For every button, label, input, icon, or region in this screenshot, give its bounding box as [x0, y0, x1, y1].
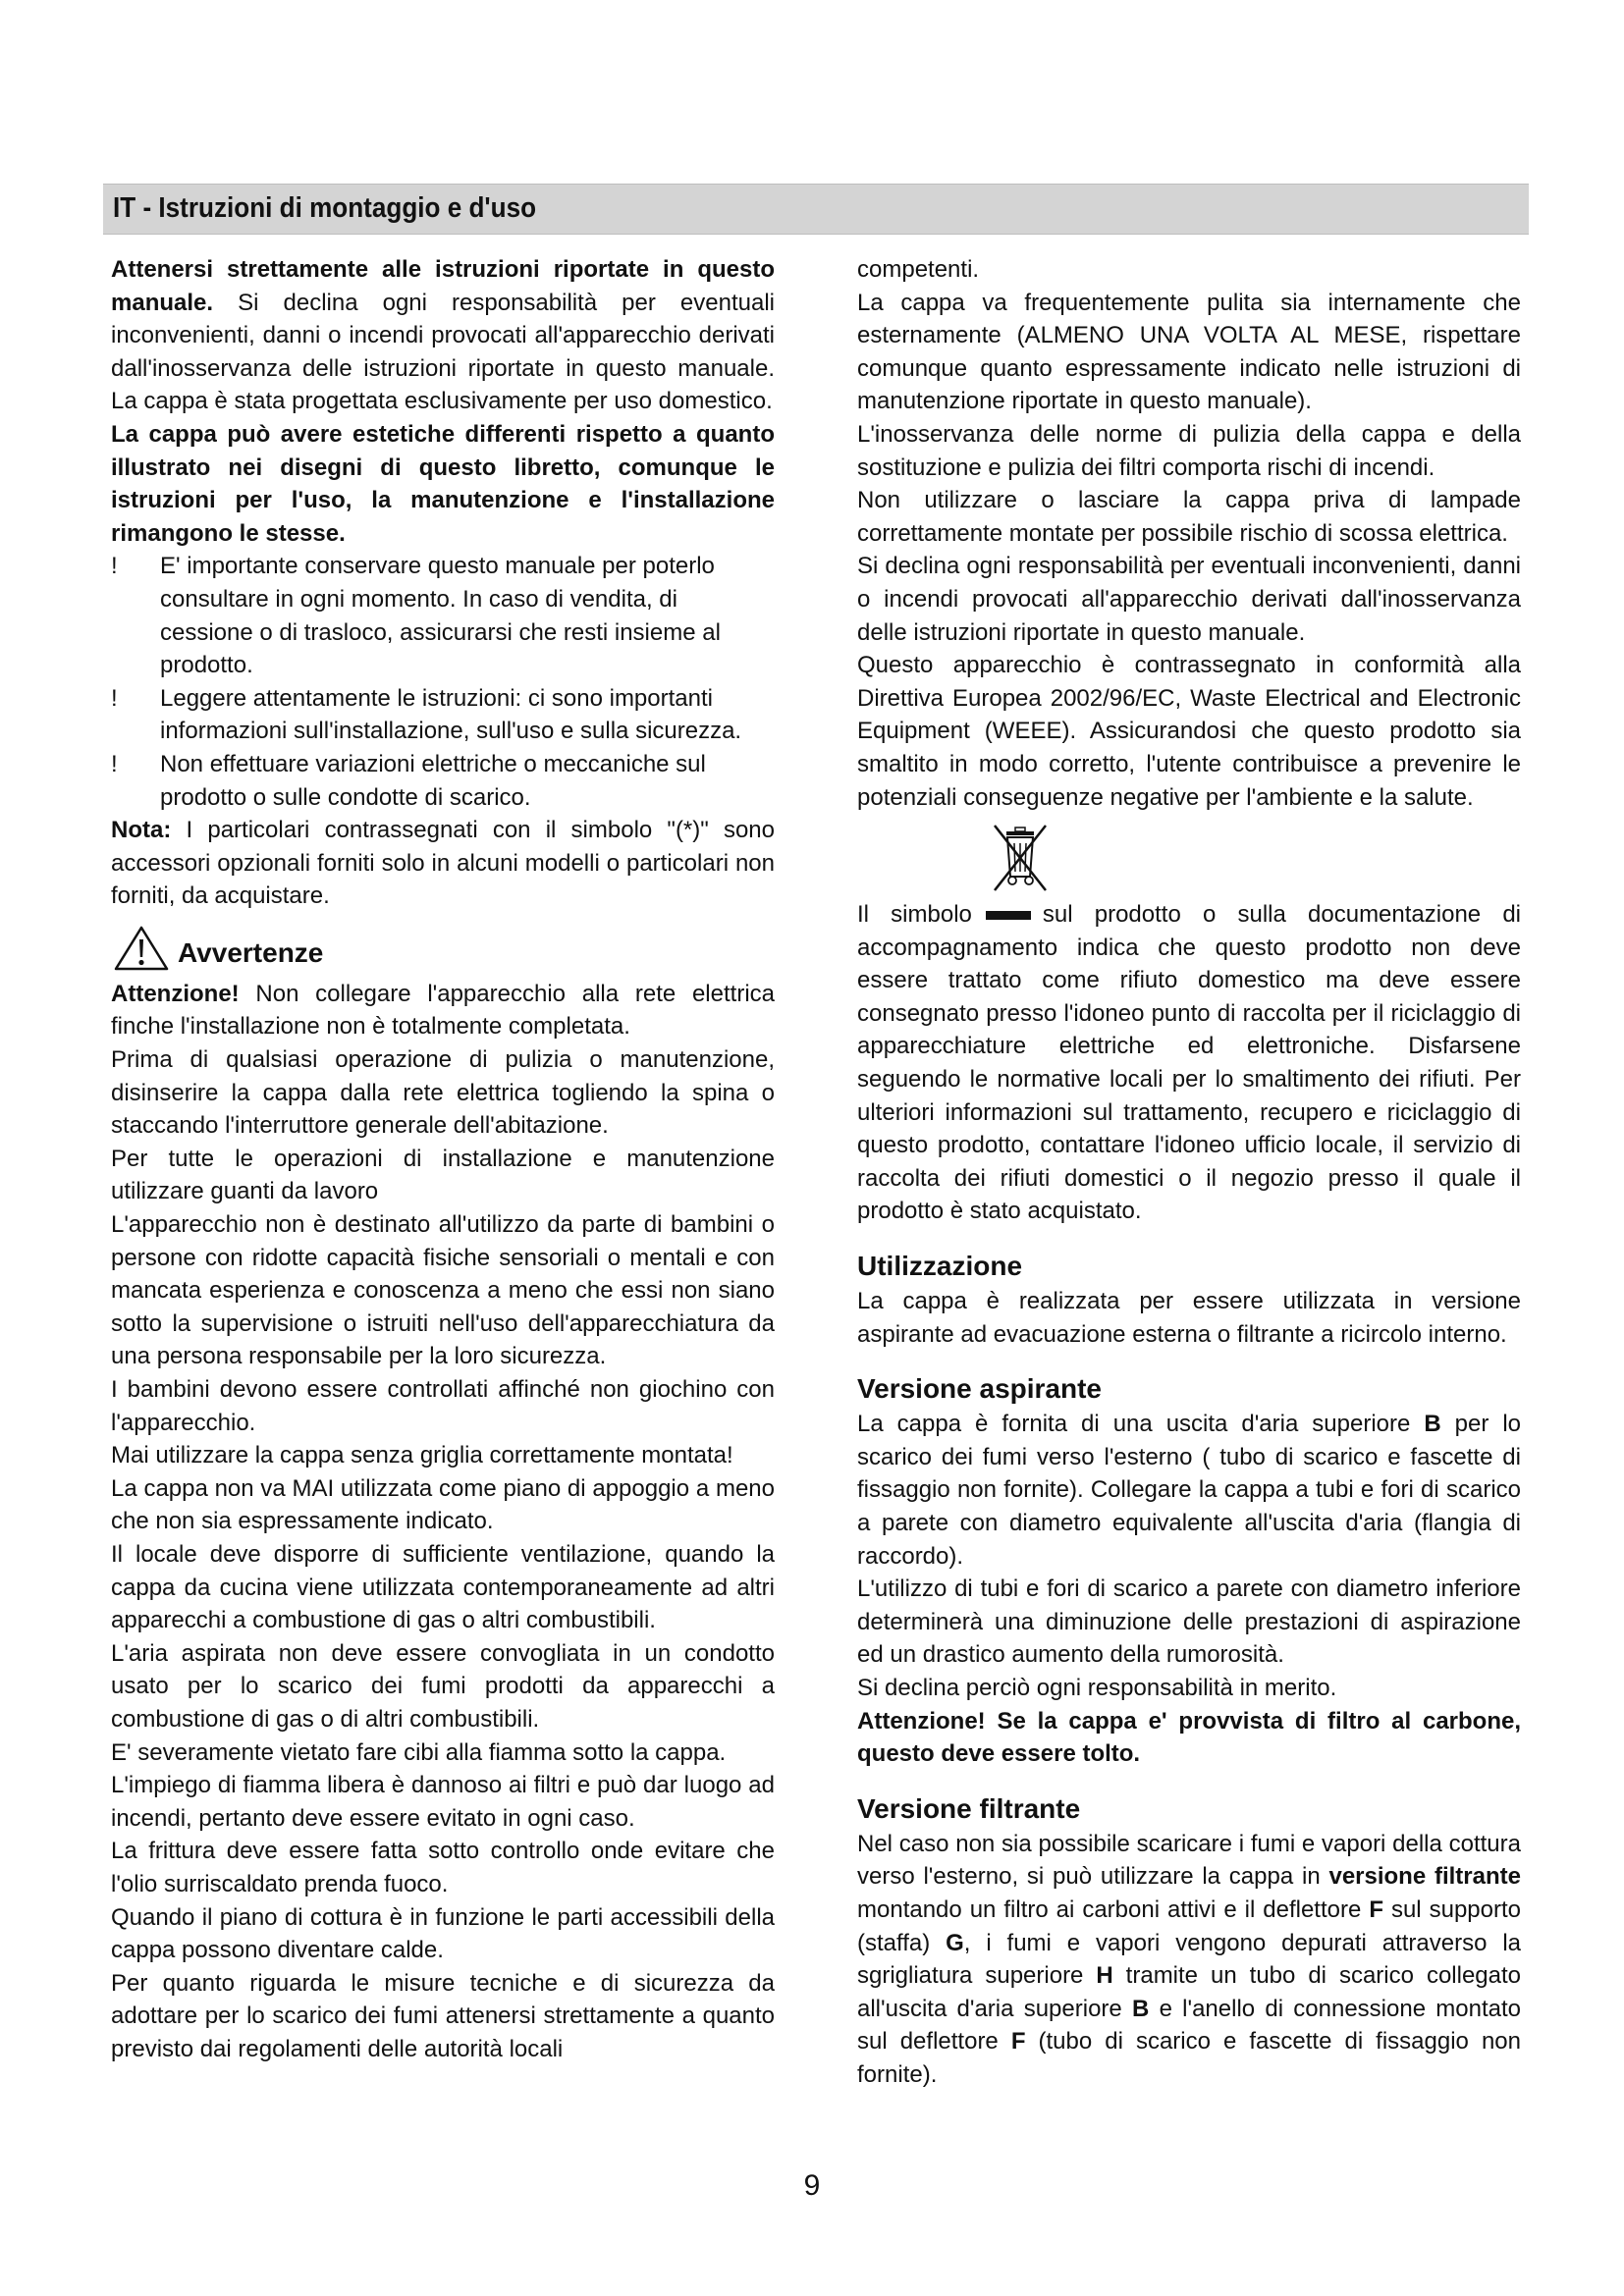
bullet-mark: ! — [111, 684, 118, 712]
right-column — [857, 253, 1521, 2092]
warning-paragraph: I bambini devono essere controllati affinché non giochino con l'apparecchio. — [111, 1376, 775, 1436]
aspirante-text: La cappa è fornita di una uscita d'aria superiore — [857, 1411, 1425, 1438]
warning-paragraph: L'apparecchio non è destinato all'utilizzo da parte di bambini o persone con ridotte capacità fisiche sensoriali o mentali e con mancata esperienza e conoscenza a meno che essi non siano sotto la supervisione o istruiti nell'uso dell'apparecchiatura da una persona responsabile per la loro sicurezza. — [111, 1211, 775, 1370]
aesthetic-note: La cappa può avere estetiche differenti rispetto a quanto illustrato nei disegni di questo libretto, comunque le istruzioni per l'uso, la manutenzione e l'installazione rimangono le stesse. — [111, 420, 775, 547]
info-paragraph: Si declina ogni responsabilità per eventuali inconvenienti, danni o incendi provocati all'apparecchio derivati dall'inosservanza delle istruzioni riportate in questo manuale. — [857, 553, 1521, 646]
warning-paragraph: La frittura deve essere fatta sotto controllo onde evitare che l'olio surriscaldato prenda fuoco. — [111, 1838, 775, 1897]
left-column — [111, 253, 775, 2065]
warning-heading — [111, 923, 775, 978]
warning-paragraph: Prima di qualsiasi operazione di pulizia o manutenzione, disinserire la cappa dalla rete elettrica togliendo la spina o staccando l'interruttore generale dell'abitazione. — [111, 1046, 775, 1140]
filtrante-text: Nel caso non sia possibile scaricare i fumi e vapori della cottura verso l'esterno, si può utilizzare la cappa in — [857, 1830, 1521, 1891]
nota-label: Nota: — [111, 817, 172, 844]
filtrante-text: , i fumi e vapori vengono depurati attraverso la sgrigliatura superiore — [857, 1929, 1521, 1990]
bullet-text: E' importante conservare questo manuale per poterlo consultare in ogni momento. In caso di vendita, di cessione o di trasloco, assicurarsi che resti insieme al prodotto. — [160, 553, 721, 679]
symbol-paragraph — [857, 898, 1521, 1228]
continuation-text: competenti. — [857, 256, 980, 283]
bullet-mark: ! — [111, 750, 118, 777]
part-label: F — [1010, 2028, 1026, 2056]
warning-triangle-icon — [113, 925, 170, 972]
warning-paragraph: Il locale deve disporre di sufficiente ventilazione, quando la cappa da cucina viene utilizzata contemporaneamente ad altri apparecchi a combustione di gas o altri combustibili. — [111, 1540, 775, 1634]
warning-paragraph: Per tutte le operazioni di installazione e manutenzione utilizzare guanti da lavoro — [111, 1145, 775, 1205]
aspirante-attention: Attenzione! Se la cappa e' provvista di filtro al carbone, questo deve essere tolto. — [857, 1707, 1521, 1768]
attention-label: Attenzione! — [111, 980, 240, 1007]
filtrante-bold: versione filtrante — [1328, 1863, 1521, 1891]
part-label: B — [1132, 1995, 1150, 2022]
info-paragraph: Questo apparecchio è contrassegnato in conformità alla Direttiva Europea 2002/96/EC, Waste Electrical and Electronic Equipment (WEEE). Assicurandosi che questo prodotto sia smaltito in modo corretto, l'utente contribuisce a prevenire le potenziali conseguenze negative per l'ambiente e la salute. — [857, 652, 1521, 811]
aspirante-paragraph — [857, 1408, 1521, 1573]
attention-text: Non collegare l'apparecchio alla rete elettrica finche l'installazione non è totalmente completata. — [111, 980, 775, 1041]
nota-paragraph — [111, 814, 775, 913]
part-label: B — [1424, 1411, 1441, 1438]
aspirante-paragraph: Si declina perciò ogni responsabilità in merito. — [857, 1674, 1337, 1701]
filtrante-text: montando un filtro ai carboni attivi e il deflettore — [857, 1896, 1370, 1923]
page-number: 9 — [803, 2169, 821, 2202]
utilizzazione-text: La cappa è realizzata per essere utilizzata in versione aspirante ad evacuazione esterna o filtrante a ricircolo interno. — [857, 1288, 1521, 1348]
warning-paragraph: Mai utilizzare la cappa senza griglia correttamente montata! — [111, 1442, 733, 1469]
filtrante-paragraph — [857, 1828, 1521, 2092]
part-label: G — [946, 1929, 964, 1956]
bullet-item — [111, 682, 775, 748]
filtrante-text: sul supporto (staffa) — [857, 1896, 1521, 1956]
warning-title: Avvertenze — [178, 936, 324, 968]
bullet-item — [111, 550, 775, 681]
info-paragraph: L'inosservanza delle norme di pulizia della cappa e della sostituzione e pulizia dei filtri comporta rischi di incendi. — [857, 420, 1521, 481]
intro-bold: Attenersi strettamente alle istruzioni riportate in questo manuale. — [111, 256, 775, 316]
filtrante-title: Versione filtrante — [857, 1792, 1081, 1824]
aspirante-paragraph: L'utilizzo di tubi e fori di scarico a parete con diametro inferiore determinerà una diminuzione delle prestazioni di aspirazione ed un drastico aumento della rumorosità. — [857, 1575, 1521, 1669]
section-title: IT - Istruzioni di montaggio e d'uso — [113, 192, 537, 224]
filtrante-text: e l'anello di connessione montato sul deflettore — [857, 1995, 1521, 2056]
symbol-before: Il simbolo — [857, 901, 972, 929]
aspirante-text: per lo scarico dei fumi verso l'esterno ( tubo di scarico e fascette di fissaggio non fornite). Collegare la cappa a tubi e fori di scarico a parete con diametro equivalente all'uscita d'aria (flangia di raccordo). — [857, 1411, 1522, 1570]
warning-paragraph: Per quanto riguarda le misure tecniche e di sicurezza da adottare per lo scarico dei fumi attenersi strettamente a quanto previsto dai regolamenti delle autorità locali — [111, 1969, 775, 2062]
part-label: H — [1096, 1962, 1113, 1990]
warning-paragraph: E' severamente vietato fare cibi alla fiamma sotto la cappa. — [111, 1738, 727, 1766]
filtrante-text: (tubo di scarico e fascette di fissaggio non fornite). — [857, 2028, 1521, 2088]
utilizzazione-title: Utilizzazione — [857, 1251, 1023, 1282]
warning-paragraph: L'impiego di fiamma libera è dannoso ai filtri e può dar luogo ad incendi, pertanto deve essere evitato in ogni caso. — [111, 1772, 775, 1832]
weee-symbol — [985, 822, 1521, 896]
section-header — [103, 184, 1529, 235]
attention-paragraph — [111, 978, 775, 1043]
bullet-text: Non effettuare variazioni elettriche o meccaniche sul prodotto o sulle condotte di scarico. — [160, 750, 706, 811]
warning-paragraph: L'aria aspirata non deve essere convogliata in un condotto usato per lo scarico dei fumi prodotti da apparecchi a combustione di gas o di altri combustibili. — [111, 1639, 775, 1733]
nota-text: I particolari contrassegnati con il simbolo "(*)" sono accessori opzionali forniti solo in alcuni modelli o particolari non forniti, da acquistare. — [111, 817, 775, 910]
intro-paragraph — [111, 253, 775, 418]
bullet-text: Leggere attentamente le istruzioni: ci sono importanti informazioni sull'installazione, sull'uso e sulla sicurezza. — [160, 684, 742, 745]
symbol-after: sul prodotto o sulla documentazione di accompagnamento indica che questo prodotto non deve essere trattato come rifiuto domestico ma deve essere consegnato presso l'idoneo punto di raccolta per il riciclaggio di apparecchiature elettriche ed elettroniche. Disfarsene seguendo le normative locali per lo smaltimento dei rifiuti. Per ulteriori informazioni sul trattamento, recupero e riciclaggio di questo prodotto, contattare l'idoneo ufficio locale, il servizio di raccolta dei rifiuti domestici o il negozio presso il quale il prodotto è stato acquistato. — [857, 901, 1521, 1225]
filtrante-text: tramite un tubo di scarico collegato all'uscita d'aria superiore — [857, 1962, 1522, 2022]
bullet-item — [111, 748, 775, 814]
crossed-bin-icon — [985, 822, 1056, 896]
warning-paragraph: Quando il piano di cottura è in funzione le parti accessibili della cappa possono diventare calde. — [111, 1903, 775, 1964]
info-paragraph: La cappa va frequentemente pulita sia internamente che esternamente (ALMENO UNA VOLTA AL MESE, rispettare comunque quanto espressamente indicato nelle istruzioni di manutenzione riportate in questo manuale). — [857, 289, 1521, 415]
bullet-mark: ! — [111, 553, 118, 580]
intro-text: Si declina ogni responsabilità per eventuali inconvenienti, danni o incendi provocati all'apparecchio derivati dall'inosservanza delle istruzioni riportate in questo manuale. La cappa è stata progettata esclusivamente per uso domestico. — [111, 289, 775, 415]
info-paragraph: Non utilizzare o lasciare la cappa priva di lampade correttamente montate per possibile rischio di scossa elettrica. — [857, 487, 1521, 547]
warning-paragraph: La cappa non va MAI utilizzata come piano di appoggio a meno che non sia espressamente indicato. — [111, 1474, 775, 1535]
aspirante-title: Versione aspirante — [857, 1373, 1103, 1405]
part-label: F — [1369, 1896, 1383, 1923]
black-bar-symbol — [986, 911, 1031, 920]
